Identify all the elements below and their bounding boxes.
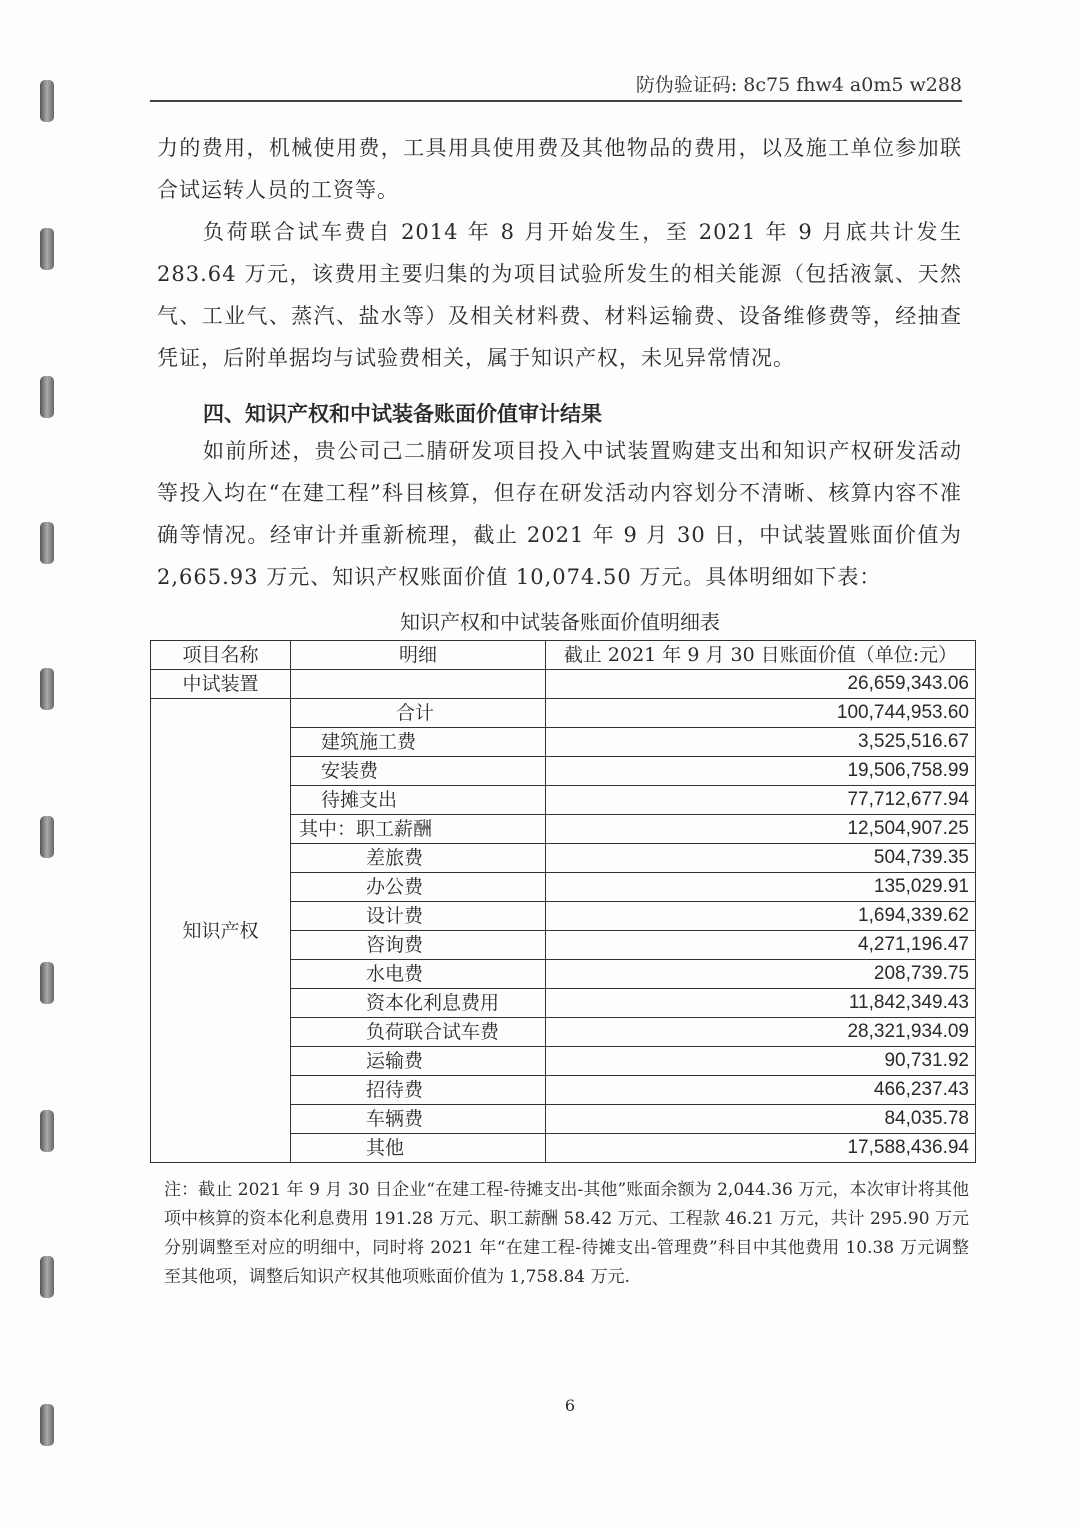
asset-value-table: [150, 640, 976, 1163]
detail-cell: 资本化利息费用: [291, 989, 546, 1018]
binder-hole-icon: [40, 376, 54, 418]
table-note: 注：截止 2021 年 9 月 30 日企业“在建工程-待摊支出-其他”账面余额为 2,044.36 万元，本次审计将其他项中核算的资本化利息费用 191.28 万元、职工薪酬 58.42 万元、工程款 46.21 万元，共计 295.90 万元分别调整至对应的明细中，同时将 2021 年“在建工程-待摊支出-管理费”科目中其他费用 10.38 万元调整至其他项，调整后知识产权其他项账面价值为 1,758.84 万元.: [164, 1180, 969, 1287]
binder-hole-icon: [40, 80, 54, 122]
value-cell: 504,739.35: [546, 844, 976, 873]
detail-cell: 建筑施工费: [291, 728, 546, 757]
value-cell: 208,739.75: [546, 960, 976, 989]
item-name-cell: 知识产权: [151, 699, 291, 1163]
header-cell: 明细: [291, 641, 546, 670]
value-cell: 28,321,934.09: [546, 1018, 976, 1047]
binder-hole-icon: [40, 228, 54, 270]
detail-cell: 其中：职工薪酬: [291, 815, 546, 844]
binder-hole-icon: [40, 668, 54, 710]
verification-code: 防伪验证码: 8c75 fhw4 a0m5 w288: [635, 74, 962, 96]
detail-cell: 其他: [291, 1134, 546, 1163]
detail-cell: [291, 670, 546, 699]
page-number: 6: [564, 1396, 576, 1415]
value-cell: 100,744,953.60: [546, 699, 976, 728]
paragraph-2: 负荷联合试车费自 2014 年 8 月开始发生，至 2021 年 9 月底共计发生 283.64 万元，该费用主要归集的为项目试验所发生的相关能源（包括液氯、天然气、工业气、蒸汽、盐水等）及相关材料费、材料运输费、设备维修费等，经抽查凭证，后附单据均与试验费相关，属于知识产权，未见异常情况。: [157, 220, 962, 370]
detail-cell: 车辆费: [291, 1105, 546, 1134]
binder-hole-icon: [40, 522, 54, 564]
detail-cell: 水电费: [291, 960, 546, 989]
detail-cell: 咨询费: [291, 931, 546, 960]
paragraph-3: 如前所述，贵公司己二腈研发项目投入中试装置购建支出和知识产权研发活动等投入均在“在建工程”科目核算，但存在研发活动内容划分不清晰、核算内容不准确等情况。经审计并重新梳理，截止 2021 年 9 月 30 日，中试装置账面价值为 2,665.93 万元、知识产权账面价值 10,074.50 万元。具体明细如下表：: [157, 439, 962, 589]
paragraph-1: 力的费用，机械使用费，工具用具使用费及其他物品的费用，以及施工单位参加联合试运转人员的工资等。: [157, 136, 962, 202]
value-cell: 90,731.92: [546, 1047, 976, 1076]
detail-cell: 办公费: [291, 873, 546, 902]
value-cell: 19,506,758.99: [546, 757, 976, 786]
header-cell: 截止 2021 年 9 月 30 日账面价值（单位:元）: [546, 641, 976, 670]
detail-cell: 负荷联合试车费: [291, 1018, 546, 1047]
detail-cell: 待摊支出: [291, 786, 546, 815]
value-cell: 135,029.91: [546, 873, 976, 902]
table-title: 知识产权和中试装备账面价值明细表: [400, 610, 720, 634]
value-cell: 26,659,343.06: [546, 670, 976, 699]
value-cell: 11,842,349.43: [546, 989, 976, 1018]
value-cell: 77,712,677.94: [546, 786, 976, 815]
table-header-row: [151, 641, 976, 670]
value-cell: 17,588,436.94: [546, 1134, 976, 1163]
table-row: [151, 699, 976, 728]
binder-hole-icon: [40, 1110, 54, 1152]
section-title: 四、知识产权和中试装备账面价值审计结果: [203, 402, 602, 426]
value-cell: 84,035.78: [546, 1105, 976, 1134]
detail-cell: 招待费: [291, 1076, 546, 1105]
table-row: [151, 670, 976, 699]
value-cell: 3,525,516.67: [546, 728, 976, 757]
binder-hole-icon: [40, 962, 54, 1004]
detail-cell: 设计费: [291, 902, 546, 931]
header-rule: [150, 100, 962, 102]
value-cell: 12,504,907.25: [546, 815, 976, 844]
detail-cell: 运输费: [291, 1047, 546, 1076]
detail-cell: 合计: [291, 699, 546, 728]
binder-hole-icon: [40, 1256, 54, 1298]
header-cell: 项目名称: [151, 641, 291, 670]
value-cell: 4,271,196.47: [546, 931, 976, 960]
value-cell: 466,237.43: [546, 1076, 976, 1105]
binder-hole-icon: [40, 816, 54, 858]
item-name-cell: 中试装置: [151, 670, 291, 699]
value-cell: 1,694,339.62: [546, 902, 976, 931]
detail-cell: 差旅费: [291, 844, 546, 873]
detail-cell: 安装费: [291, 757, 546, 786]
